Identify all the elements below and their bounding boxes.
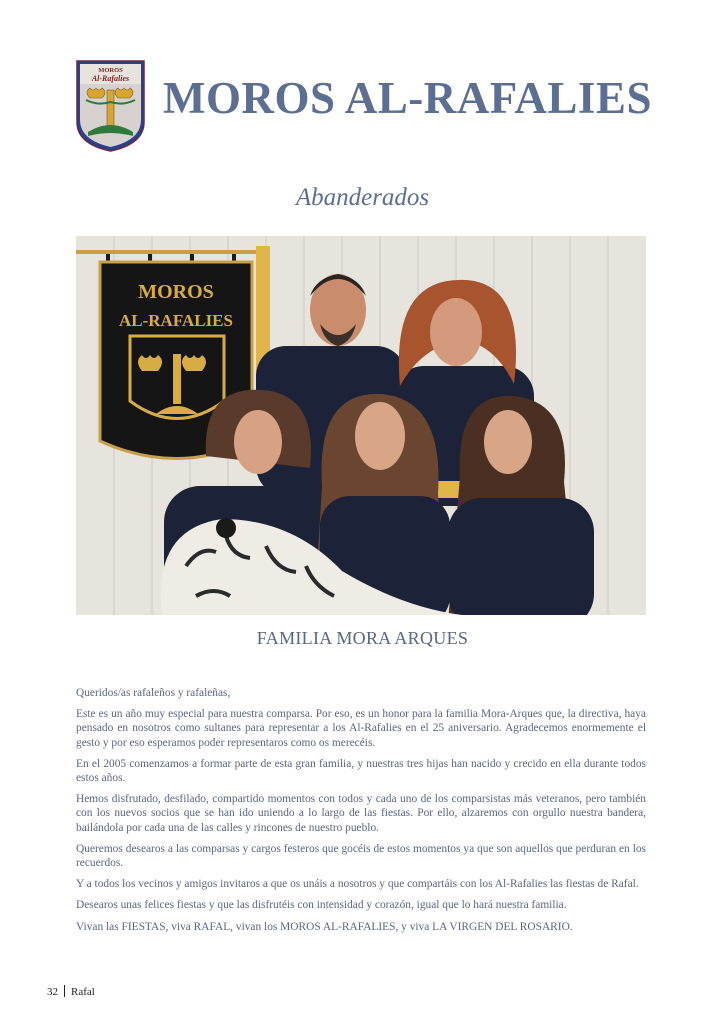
comparsa-shield-icon bbox=[76, 60, 145, 152]
family-photo bbox=[76, 236, 646, 615]
letter-paragraph: Desearos unas felices fiestas y que las disfrutéis con intensidad y corazón, igual que lo hará nuestra familia. bbox=[76, 899, 567, 912]
section-subtitle: Abanderados bbox=[295, 184, 430, 211]
letter-paragraph: En el 2005 comenzamos a formar parte de esta gran familia, y nuestras tres hijas han nacido y crecido en ella durante todos estos años. bbox=[76, 757, 646, 785]
photo-caption: FAMILIA MORA ARQUES bbox=[256, 628, 469, 648]
letter-paragraph: Vivan las FIESTAS, viva RAFAL, vivan los MOROS AL-RAFALIES, y viva LA VIRGEN DEL ROSARIO. bbox=[76, 920, 573, 933]
family-photo-illustration bbox=[76, 236, 646, 615]
letter-paragraph: Y a todos los vecinos y amigos invitaros a que os unáis a nosotros y que compartáis con los Al-Rafalies las fiestas de Rafal. bbox=[76, 878, 639, 891]
letter-paragraph: Hemos disfrutado, desfilado, compartido momentos con todos y cada uno de los comparsistas más veteranos, pero también con los nuevos socios que se han ido uniendo a lo largo de las fiestas. Por ello, alzaremos con orgullo nuestra bandera, bailándola por cada una de las calles y rincones de nuestro pueblo. bbox=[76, 793, 646, 834]
page-title: MOROS AL-RAFALIES bbox=[163, 73, 652, 123]
svg-text:Al-Rafalies: Al-Rafalies bbox=[91, 74, 130, 83]
page-footer bbox=[47, 985, 95, 998]
letter-paragraph: Este es un año muy especial para nuestra comparsa. Por eso, es un honor para la familia Mora-Arques que, la directiva, haya pensado en nosotros como sultanes para representar a los Al-Rafalies en el 25 aniversario. Agradecemos enormemente el gesto y por eso esperamos poder representaros como os merecéis. bbox=[76, 708, 646, 749]
svg-text:MOROS: MOROS bbox=[138, 281, 214, 303]
footer-divider bbox=[64, 985, 65, 997]
page-number: 32 bbox=[47, 986, 58, 998]
letter-paragraph: Queridos/as rafaleños y rafaleñas, bbox=[76, 687, 231, 699]
svg-text:MOROS: MOROS bbox=[98, 67, 123, 74]
publication-name: Rafal bbox=[71, 986, 95, 998]
letter-paragraph: Queremos desearos a las comparsas y cargos festeros que gocéis de estos momentos ya que son aquellos que perduran en los recuerdos. bbox=[76, 842, 646, 870]
svg-text:AL-RAFALIES: AL-RAFALIES bbox=[119, 311, 233, 330]
letter-body bbox=[76, 686, 646, 941]
